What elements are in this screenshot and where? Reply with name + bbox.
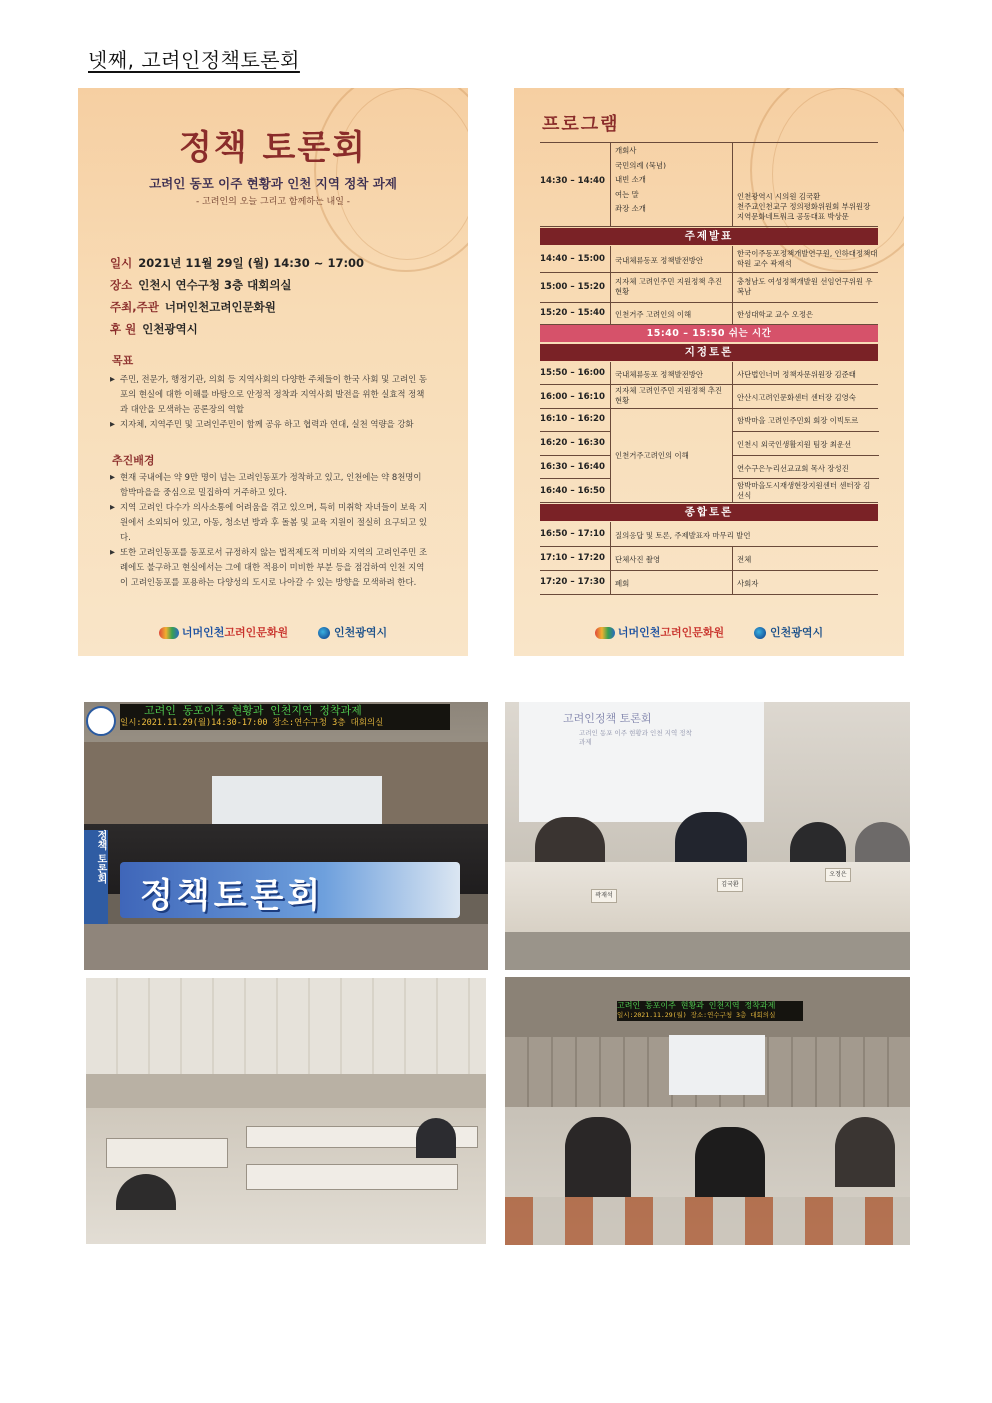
info-date: 일시 2021년 11월 29일 (월) 14:30 ~ 17:00 xyxy=(110,256,365,270)
program-row-group: 인천거주고려인의 이해 16:10 – 16:20 16:20 – 16:30 16:30 – 16:40 16:40 – 16:50 함박마을 고려인주민회 회장 이빅토르 인천시 외국인생활지원 팀장 최운선 연수구은누리선교교회 목사 장성진 함박마을도시재생현장지원센터 센터장 김선식 xyxy=(540,408,878,503)
incheon-city-logo-icon xyxy=(318,627,330,639)
info-host: 주최,주관 너머인천고려인문화원 xyxy=(110,300,276,314)
program-poster xyxy=(514,88,904,656)
incheon-city-logo: 인천광역시 xyxy=(754,624,823,640)
goal-item: ▶ 지자체, 지역주민 및 고려인주민이 함께 공유 하고 협력과 연대, 실천 역량을 강화 xyxy=(110,417,428,432)
side-banner: 정책 토론회 xyxy=(84,830,108,940)
name-plate: 곽재석 xyxy=(591,889,617,903)
event-banner: 정책토론회 xyxy=(120,862,460,918)
background-item: ▶ 지역 고려인 다수가 의사소통에 어려움을 겪고 있으며, 특히 미취학 자녀들이 보육 지원에서 소외되어 있고, 아동, 청소년 방과 후 돌봄 및 교육 지원이 절실히 요구되고 있다. xyxy=(110,500,428,545)
poster-logos xyxy=(514,624,904,640)
info-sponsor: 후 원 인천광역시 xyxy=(110,322,198,336)
name-plate: 오정은 xyxy=(825,868,851,882)
led-sign: 고려인 동포이주 현황과 인천지역 정착과제 일시:2021.11.29(월) 장소:연수구청 3층 대회의실 xyxy=(617,1001,803,1021)
photo-panel xyxy=(505,702,910,970)
photo-audience xyxy=(505,977,910,1245)
background-list xyxy=(110,470,428,590)
background-item: ▶ 또한 고려인동포를 동포로서 규정하지 않는 법적제도적 미비와 지역의 고려인주민 조례에도 불구하고 현실에서는 그에 대한 적용이 미비한 부분 등을 점검하여 인천 지역이 고려인동포를 포용하는 다양성의 도시로 나아갈 수 있는 방향을 모색하려 한다. xyxy=(110,545,428,590)
photo-group xyxy=(84,702,488,970)
name-plate: 김국환 xyxy=(717,878,743,892)
culture-center-logo: 너머인천고려인문화원 xyxy=(595,624,724,640)
program-row: 16:00 – 16:10 지자체 고려인주민 지원정책 추진 현황 안산시고려인문화센터 센터장 김영숙 xyxy=(540,384,878,409)
goal-item: ▶ 주민, 전문가, 행정기관, 의회 등 지역사회의 다양한 주체들이 한국 사회 및 고려인 동포의 현실에 대한 이해를 바탕으로 안정적 정착과 지역사회 발전을 위한 실효적 정책과 대안을 모색하는 공론장의 역할 xyxy=(110,372,428,417)
culture-center-logo: 너머인천고려인문화원 xyxy=(159,624,288,640)
event-poster xyxy=(78,88,468,656)
poster-subtitle: 고려인 동포 이주 현황과 인천 지역 정착 과제 xyxy=(149,176,397,191)
table xyxy=(106,1138,228,1168)
goal-heading: 목표 xyxy=(112,354,134,367)
program-row: 15:00 – 15:20 지자체 고려인주민 지원정책 추진 현황 충청남도 여성정책개발원 선임연구위원 우복남 xyxy=(540,272,878,303)
table xyxy=(246,1164,458,1190)
info-venue: 장소 인천시 연수구청 3층 대회의실 xyxy=(110,278,292,292)
attendee xyxy=(835,1117,895,1187)
photo-hall xyxy=(86,978,486,1244)
led-sign: 고려인 동포이주 현황과 인천지역 정착과제 일시:2021.11.29(월)14:30-17:00 장소:연수구청 3층 대회의실 xyxy=(120,704,450,730)
attendee xyxy=(416,1118,456,1158)
program-title: 프로그램 xyxy=(542,114,620,135)
projection-screen xyxy=(669,1035,765,1095)
program-row: 14:40 – 15:00 국내체류동포 정책발전방안 한국이주동포정책개발연구원, 인하대정책대학원 교수 곽재석 xyxy=(540,246,878,273)
background-item: ▶ 현재 국내에는 약 9만 명이 넘는 고려인동포가 정착하고 있고, 인천에는 약 8천명이 함박마을을 중심으로 밀집하여 거주하고 있다. xyxy=(110,470,428,500)
event-info xyxy=(110,252,450,340)
background-heading: 추진배경 xyxy=(112,454,155,467)
program-row-opening: 14:30 – 14:40 개회사 국민의례 (묵념) 내빈 소개 여는 말 좌장 소개 인천광역시 시의원 김국환 천주교인천교구 정의평화위원회 부위원장 지역문화네트워크 공동대표 박상문 xyxy=(540,142,878,227)
page-heading: 넷째, 고려인정책토론회 xyxy=(88,48,300,72)
section-band-keynote: 주제발표 xyxy=(540,228,878,245)
incheon-city-logo-icon xyxy=(754,627,766,639)
poster-title: 정책 토론회 xyxy=(178,128,368,168)
program-row: 15:50 – 16:00 국내체류동포 정책발전방안 사단법인너머 정책자문위원장 김준태 xyxy=(540,362,878,385)
culture-center-logo-icon xyxy=(595,627,615,639)
goal-list xyxy=(110,372,428,432)
attendee xyxy=(695,1127,765,1197)
incheon-city-logo: 인천광역시 xyxy=(318,624,387,640)
program-row: 15:20 – 15:40 인천거주 고려인의 이해 한성대학교 교수 오정은 xyxy=(540,302,878,325)
program-row: 16:50 – 17:10 질의응답 및 토론, 주제발표자 마무리 발언 xyxy=(540,522,878,547)
section-band-general: 종합토론 xyxy=(540,504,878,521)
chairs xyxy=(505,1197,910,1245)
program-row: 17:20 – 17:30 폐회 사회자 xyxy=(540,570,878,595)
program-row: 17:10 – 17:20 단체사진 촬영 전체 xyxy=(540,546,878,571)
break-band: 15:40 – 15:50 쉬는 시간 xyxy=(540,325,878,342)
poster-tagline: - 고려인의 오늘 그리고 함께하는 내일 - xyxy=(195,197,351,207)
logo-icon xyxy=(86,706,116,736)
culture-center-logo-icon xyxy=(159,627,179,639)
section-band-panel: 지정토론 xyxy=(540,344,878,361)
attendee xyxy=(565,1117,631,1197)
poster-logos xyxy=(78,624,468,640)
projection-screen: 고려인정책 토론회 고려인 동포 이주 현황과 인천 지역 정착 과제 xyxy=(519,702,764,822)
